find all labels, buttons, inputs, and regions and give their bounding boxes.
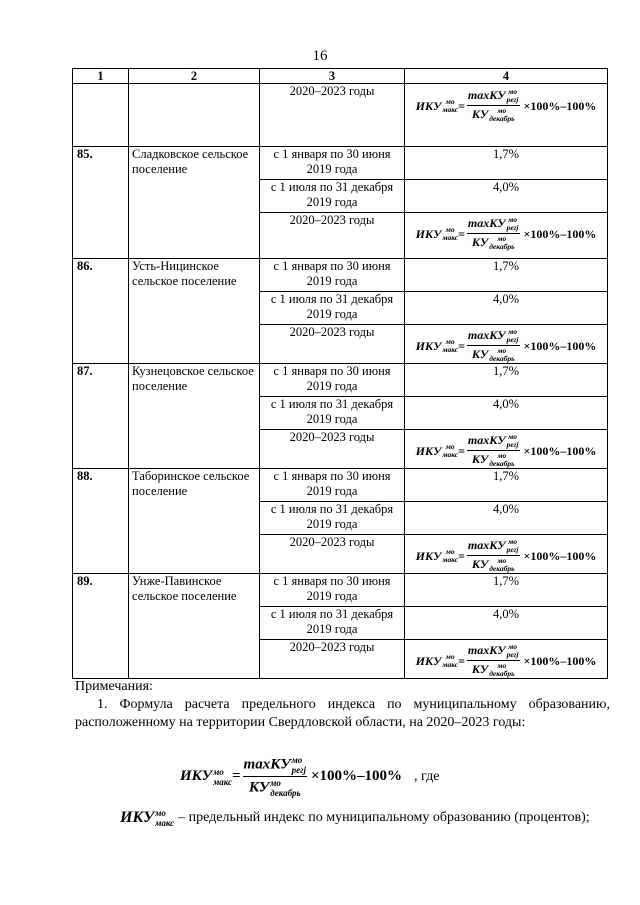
row-number: 85. <box>73 147 129 259</box>
index-value: 4,0% <box>405 397 608 430</box>
notes-section <box>75 678 610 732</box>
table-row-continuation <box>73 84 608 147</box>
period-cell: 2020–2023 годы <box>260 84 405 147</box>
table-header-row <box>73 69 608 84</box>
num-cell <box>73 84 129 147</box>
table-row <box>73 364 608 397</box>
index-value: 1,7% <box>405 469 608 502</box>
formula: ИКУ мо макс = maxКУ мо регj КУ мо декабрь ×100%–100% <box>180 755 403 798</box>
table-row <box>73 147 608 180</box>
index-value: 1,7% <box>405 147 608 180</box>
period-cell: с 1 января по 30 июня 2019 года <box>260 147 405 180</box>
main-formula <box>180 755 439 798</box>
formula-cell <box>405 640 608 679</box>
index-value: 4,0% <box>405 607 608 640</box>
row-number: 86. <box>73 259 129 364</box>
definition-symbol: ИКУ мо макс <box>120 808 175 828</box>
period-cell: с 1 июля по 31 декабря 2019 года <box>260 502 405 535</box>
index-value: 1,7% <box>405 574 608 607</box>
header-col-1: 1 <box>73 69 129 84</box>
formula-cell <box>405 213 608 259</box>
formula-cell <box>405 535 608 574</box>
period-cell: 2020–2023 годы <box>260 430 405 469</box>
formula: ИКУ мо макс = maxКУ мо регj КУ мо декабрь ×100%–100% <box>415 642 597 678</box>
municipality-name: Усть-Ницинское сельское поселение <box>129 259 260 364</box>
table-row <box>73 259 608 292</box>
period-cell: с 1 января по 30 июня 2019 года <box>260 259 405 292</box>
index-value: 1,7% <box>405 364 608 397</box>
index-value: 1,7% <box>405 259 608 292</box>
formula: ИКУ мо макс = maxКУ мо регj КУ мо декабрь ×100%–100% <box>415 215 597 251</box>
period-cell: 2020–2023 годы <box>260 535 405 574</box>
formula: ИКУ мо макс = maxКУ мо регj КУ мо декабрь ×100%–100% <box>415 432 597 468</box>
page-number: 16 <box>312 48 328 64</box>
municipality-name: Кузнецовское сельское поселение <box>129 364 260 469</box>
row-number: 89. <box>73 574 129 679</box>
formula-cell <box>405 84 608 147</box>
period-cell: 2020–2023 годы <box>260 325 405 364</box>
formula-where-text: , где <box>414 769 440 784</box>
municipality-name: Сладковское сельское поселение <box>129 147 260 259</box>
formula-cell <box>405 430 608 469</box>
formula: ИКУ мо макс = maxКУ мо регj КУ мо декабрь ×100%–100% <box>415 327 597 363</box>
header-col-4: 4 <box>405 69 608 84</box>
table-row <box>73 469 608 502</box>
name-cell <box>129 84 260 147</box>
municipality-name: Таборинское сельское поселение <box>129 469 260 574</box>
definition-text: – предельный индекс по муниципальному образованию (процентов); <box>178 810 590 825</box>
index-value: 4,0% <box>405 292 608 325</box>
note-item-1: 1. Формула расчета предельного индекса по муниципальному образованию, расположенному на территории Свердловской области, на 2020–2023 годы: <box>75 697 610 730</box>
index-table <box>72 68 608 679</box>
period-cell: с 1 января по 30 июня 2019 года <box>260 469 405 502</box>
index-value: 4,0% <box>405 502 608 535</box>
index-value: 4,0% <box>405 180 608 213</box>
period-cell: с 1 января по 30 июня 2019 года <box>260 364 405 397</box>
formula-cell <box>405 325 608 364</box>
formula: ИКУ мо макс = maxКУ мо регj КУ мо декабрь ×100%–100% <box>415 537 597 573</box>
period-cell: с 1 января по 30 июня 2019 года <box>260 574 405 607</box>
header-col-2: 2 <box>129 69 260 84</box>
period-cell: с 1 июля по 31 декабря 2019 года <box>260 180 405 213</box>
formula: ИКУ мо макс = maxКУ мо регj КУ мо декабрь ×100%–100% <box>415 87 597 123</box>
row-number: 88. <box>73 469 129 574</box>
notes-heading: Примечания: <box>75 679 153 694</box>
period-cell: с 1 июля по 31 декабря 2019 года <box>260 292 405 325</box>
row-number: 87. <box>73 364 129 469</box>
table-row <box>73 574 608 607</box>
definition-line <box>120 808 590 828</box>
formula-expression <box>180 755 403 798</box>
period-cell: 2020–2023 годы <box>260 640 405 679</box>
municipality-name: Унже-Павинское сельское поселение <box>129 574 260 679</box>
period-cell: 2020–2023 годы <box>260 213 405 259</box>
header-col-3: 3 <box>260 69 405 84</box>
period-cell: с 1 июля по 31 декабря 2019 года <box>260 607 405 640</box>
period-cell: с 1 июля по 31 декабря 2019 года <box>260 397 405 430</box>
